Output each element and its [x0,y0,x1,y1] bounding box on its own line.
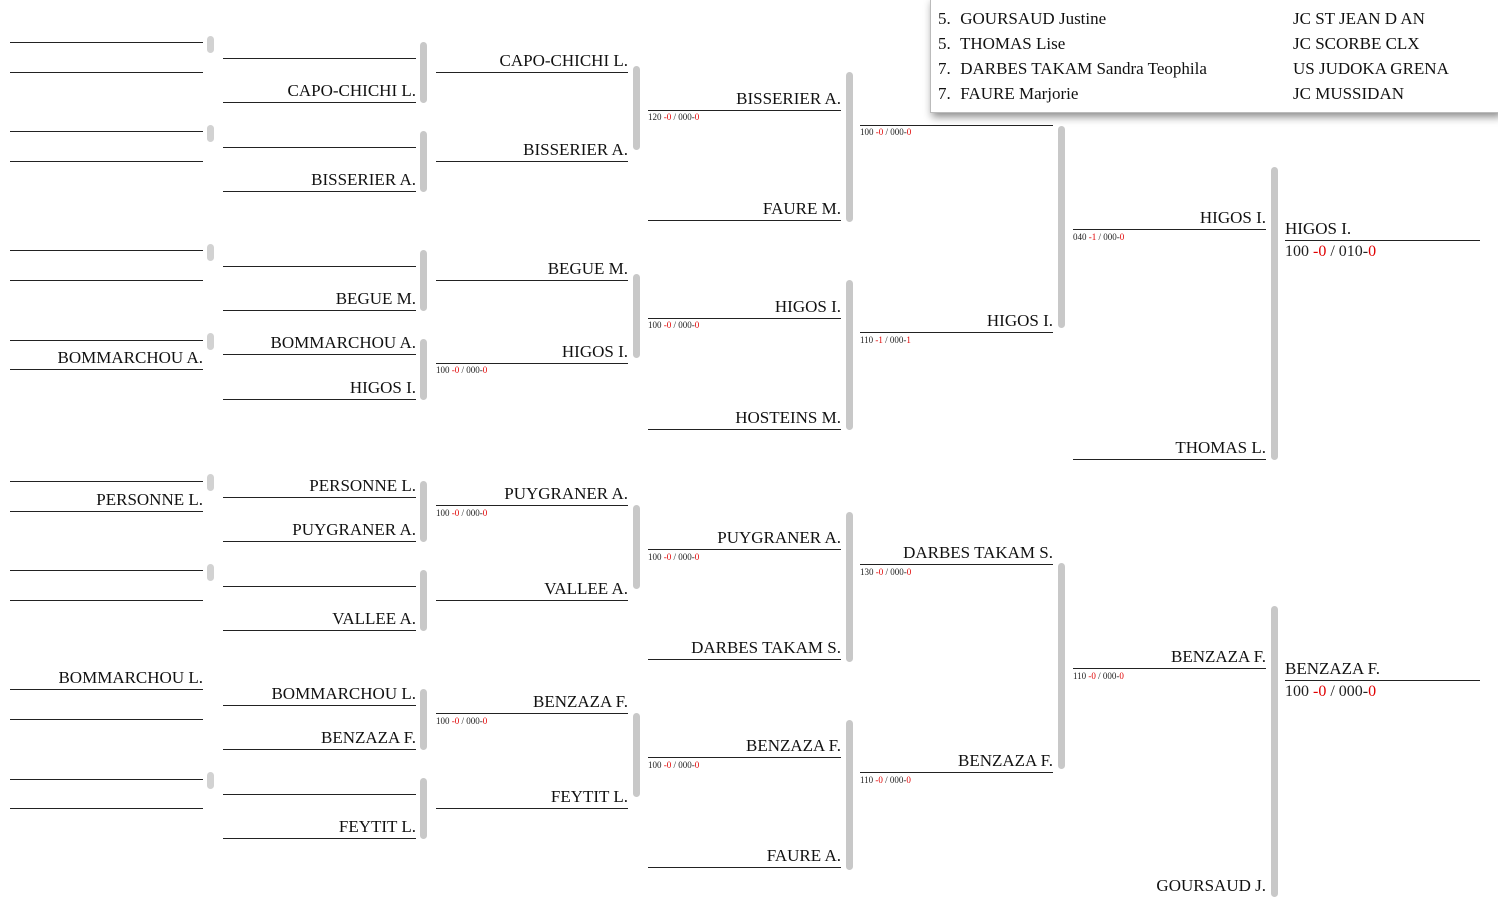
competitor-name: BEGUE M. [335,289,416,308]
bracket-connector [1271,606,1278,897]
bracket-slot[interactable] [10,548,203,571]
final-score: 100 -0 / 000-0 [1285,683,1377,700]
bracket-connector [420,250,427,311]
final-score: 100 -0 / 010-0 [1285,243,1377,260]
bracket-slot[interactable] [10,459,203,482]
match-score: 100 -0 / 000-0 [648,320,700,330]
result-row [938,31,1420,56]
bracket-slot[interactable] [436,691,628,714]
bracket-slot[interactable] [10,347,203,370]
bracket-connector [1058,563,1065,769]
match-score: 100 -0 / 000-0 [436,365,488,375]
bracket-slot[interactable] [648,527,841,550]
result-name: GOURSAUD Justine [960,9,1107,28]
bracket-slot[interactable] [648,735,841,758]
competitor-name: FAURE M. [762,199,841,218]
bracket-connector [846,280,853,430]
result-rank: 7. [938,59,951,78]
bracket-slot[interactable] [1073,646,1266,669]
match-score: 130 -0 / 000-0 [860,567,912,577]
result-club: US JUDOKA GRENA [1293,59,1449,78]
result-row [938,56,1449,81]
competitor-name: BENZAZA F. [1171,647,1266,666]
bracket-slot[interactable] [223,772,416,795]
competitor-name: HIGOS I. [774,297,841,316]
bracket-slot[interactable] [648,296,841,319]
bracket-connector [207,244,214,261]
bracket-connector [846,720,853,870]
bracket-slot[interactable] [860,542,1053,565]
competitor-name: DARBES TAKAM S. [691,638,841,657]
bracket-slot[interactable] [10,228,203,251]
bracket-slot[interactable] [223,727,416,750]
bracket-slot[interactable] [1073,875,1266,897]
competitor-name: PERSONNE L. [96,490,203,509]
bracket-slot[interactable] [223,80,416,103]
bracket-slot[interactable] [223,288,416,311]
bracket-slot[interactable] [436,139,628,162]
competitor-name: BENZAZA F. [321,728,416,747]
bracket-connector [633,274,640,358]
bracket-slot[interactable] [648,637,841,660]
competitor-name: BOMMARCHOU L. [271,684,416,703]
competitor-name: BENZAZA F. [1285,659,1380,678]
bracket-connector [846,512,853,662]
bracket-slot[interactable] [10,109,203,132]
bracket-slot[interactable] [223,169,416,192]
result-row [938,81,1404,106]
bracket-slot[interactable] [10,139,203,162]
bracket-slot[interactable] [860,310,1053,333]
competitor-name: HIGOS I. [561,342,628,361]
result-rank: 5. [938,9,951,28]
bracket-slot[interactable] [223,683,416,706]
bracket-connector [207,333,214,350]
competitor-name: PERSONNE L. [309,476,416,495]
competitor-name: BENZAZA F. [746,736,841,755]
bracket-connector [207,564,214,581]
bracket-connector [420,131,427,192]
bracket-slot[interactable] [1073,437,1266,460]
bracket-slot[interactable] [860,750,1053,773]
competitor-name: PUYGRANER A. [717,528,841,547]
bracket-slot[interactable] [223,519,416,542]
bracket-connector [633,713,640,797]
bracket-slot[interactable] [10,318,203,341]
competitor-name: VALLEE A. [332,609,416,628]
bracket-connector [207,36,214,53]
competitor-name: FEYTIT L. [338,817,416,836]
bracket-slot[interactable] [223,816,416,839]
match-score: 120 -0 / 000-0 [648,112,700,122]
competitor-name: BEGUE M. [547,259,628,278]
final-slot[interactable] [1285,218,1480,241]
competitor-name: BISSERIER A. [523,140,628,159]
match-score: 100 -0 / 000-0 [436,716,488,726]
result-row [938,6,1425,31]
competitor-name: BOMMARCHOU A. [270,333,416,352]
bracket-connector [633,66,640,150]
bracket-slot[interactable] [10,786,203,809]
bracket-slot[interactable] [10,667,203,690]
competitor-name: HIGOS I. [1285,219,1352,238]
bracket-connector [420,778,427,839]
match-score: 110 -0 / 000-0 [1073,671,1124,681]
bracket-slot[interactable] [223,332,416,355]
match-score: 100 -0 / 000-0 [860,127,912,137]
bracket-connector [420,689,427,750]
match-score: 110 -1 / 000-1 [860,335,911,345]
bracket-connector [420,570,427,631]
match-score: 040 -1 / 000-0 [1073,232,1125,242]
competitor-name: PUYGRANER A. [292,520,416,539]
bracket-connector [1058,126,1065,328]
bracket-connector [207,125,214,142]
result-club: JC SCORBE CLX [1293,34,1420,53]
bracket-slot[interactable] [223,377,416,400]
competitor-name: THOMAS L. [1175,438,1266,457]
competitor-name: PUYGRANER A. [504,484,628,503]
bracket-connector [633,505,640,589]
result-name: THOMAS Lise [959,34,1066,53]
bracket-slot[interactable] [10,578,203,601]
bracket-slot[interactable] [223,36,416,59]
bracket-slot[interactable] [648,845,841,868]
results-panel [930,0,1498,113]
result-name: FAURE Marjorie [960,84,1079,103]
competitor-name: VALLEE A. [544,579,628,598]
bracket-connector [420,42,427,103]
competitor-name: BOMMARCHOU L. [58,668,203,687]
competitor-name: BOMMARCHOU A. [57,348,203,367]
result-club: JC MUSSIDAN [1293,84,1404,103]
bracket-slot[interactable] [223,608,416,631]
competitor-name: DARBES TAKAM S. [903,543,1053,562]
bracket-slot[interactable] [223,475,416,498]
match-score: 110 -0 / 000-0 [860,775,911,785]
bracket-connector [1271,167,1278,460]
bracket-slot[interactable] [436,341,628,364]
bracket-slot[interactable] [648,407,841,430]
bracket-slot[interactable] [436,483,628,506]
final-slot[interactable] [1285,658,1480,681]
bracket-slot[interactable] [436,258,628,281]
bracket-slot[interactable] [10,50,203,73]
bracket-connector [846,72,853,222]
bracket-slot[interactable] [436,578,628,601]
bracket-connector [207,772,214,789]
bracket-connector [207,474,214,491]
bracket-slot[interactable] [223,244,416,267]
bracket-slot[interactable] [436,50,628,73]
bracket-slot[interactable] [10,20,203,43]
bracket-slot[interactable] [1073,207,1266,230]
bracket-slot[interactable] [648,88,841,111]
bracket-slot[interactable] [436,786,628,809]
match-score: 100 -0 / 000-0 [436,508,488,518]
competitor-name: HIGOS I. [1199,208,1266,227]
competitor-name: BISSERIER A. [311,170,416,189]
competitor-name: BENZAZA F. [958,751,1053,770]
bracket-slot[interactable] [648,198,841,221]
competitor-name: HOSTEINS M. [735,408,841,427]
competitor-name: CAPO-CHICHI L. [499,51,628,70]
bracket-connector [420,339,427,400]
competitor-name: HIGOS I. [986,311,1053,330]
competitor-name: HIGOS I. [349,378,416,397]
bracket-slot[interactable] [223,564,416,587]
competitor-name: BENZAZA F. [533,692,628,711]
bracket-slot[interactable] [10,489,203,512]
competitor-name: GOURSAUD J. [1156,876,1266,895]
competitor-name: FEYTIT L. [550,787,628,806]
competitor-name: BISSERIER A. [736,89,841,108]
result-rank: 7. [938,84,951,103]
result-rank: 5. [938,34,951,53]
bracket-slot[interactable] [10,258,203,281]
bracket-connector [420,481,427,542]
result-club: JC ST JEAN D AN [1293,9,1425,28]
match-score: 100 -0 / 000-0 [648,552,700,562]
bracket-slot[interactable] [10,757,203,780]
competitor-name: CAPO-CHICHI L. [287,81,416,100]
match-score: 100 -0 / 000-0 [648,760,700,770]
competitor-name: FAURE A. [766,846,841,865]
bracket-slot[interactable] [223,125,416,148]
bracket-slot[interactable] [10,697,203,720]
result-name: DARBES TAKAM Sandra Teophila [960,59,1207,78]
